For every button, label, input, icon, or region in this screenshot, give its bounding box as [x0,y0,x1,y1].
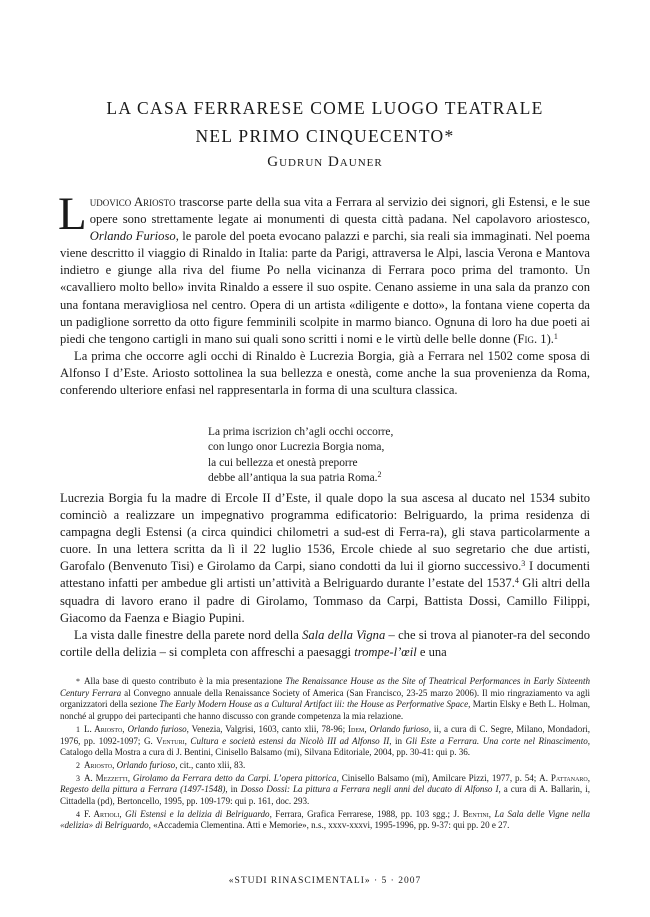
text-run: , Martin Elsky e Beth L. Holman, nonché al gruppo dei partecipanti che hanno discusso con grande competenza la mia relazione. [60,699,590,722]
footnote-ref-1[interactable]: 1 [553,331,558,341]
footnote-4 [60,809,590,832]
text-run: , «Accademia Clementina. Atti e Memorie», n.s., xxxv-xxxvi, 1995-1996, pp. 9-37: qui pp. 20 e 27. [148,820,510,831]
verse-line: con lungo onor Lucrezia Borgia noma, [208,441,385,454]
paragraph-2: La prima che occorre agli occhi di Rinaldo è Lucrezia Borgia, già a Ferrara nel 1502 come sposa di Alfonso I d’Este. Ariosto sottolinea la sua bellezza e onestà, come anche la sua provenienza da Roma, conferendo ulteriore enfasi nel rappresentarla in forma di una scultura classica. [60,348,590,398]
italic-title: The Renaissance House as the Site of Theatrical Performances in Early Sixteenth Century Ferrara [60,676,590,698]
text-run: , [488,808,495,819]
text-run: , [127,772,133,783]
italic-title: Regesto della pittura a Ferrara (1497-1548) [60,784,226,795]
text-run: , [122,723,128,734]
cited-author: A. Mezzetti [84,772,128,783]
technique-term: trompe-l’œil [354,644,417,659]
italic-title: Girolamo da Ferrara detto da Carpi. L’opera pittorica [132,772,337,783]
verse-quotation [208,425,393,486]
text-run: , [364,723,370,734]
text-run: Gli altri della squadra di lavoro erano il padre di Girolamo, Tommaso da Carpi, Battista Dossi, Camillo Filippi, Giacomo da Faenza e Biagio Pupini. [60,576,590,625]
text-run: , Cinisello Balsamo (mi), Amilcare Pizzi, 1977, p. 54; [336,772,540,783]
text-run: – che si trova al pianoter-ra del secondo cortile della delizia – si completa con affreschi a paesaggi [60,627,591,659]
footnote-star [60,676,590,723]
paragraph-3 [60,490,590,627]
text-run: , cit., canto xlii, 83. [175,759,246,770]
work-title: Orlando Furioso [89,229,176,244]
text-run: al Convegno annuale della Renaissance Society of America (San Francisco, 23-25 marzo 2006). Il mio ringraziamento va agli organizzatori della sezione [60,687,591,710]
figure-reference: Fig. 1 [517,331,547,346]
cited-author: L. Ariosto [84,723,123,734]
italic-title: Orlando furioso [116,759,176,770]
footnote-ref-3[interactable]: 3 [521,559,526,569]
text-run: , in [389,735,406,746]
text-run: La vista dalle finestre della parete nord della [74,627,303,642]
italic-title: Orlando furioso [127,723,187,734]
text-run: I documenti attestano infatti per ambedue gli artisti un’attività a Belriguardo durante l’estate del 1537. [60,559,590,591]
verse-line: la cui bellezza et onestà preporre [208,456,358,469]
text-run: , [112,759,117,770]
footnotes [60,676,590,833]
text-run: Lucrezia Borgia fu la madre di Ercole II d’Este, il quale dopo la sua ascesa al ducato nel 1534 subito cominciò a realizzare un impegnativo programma edificatorio: Belriguardo, la prima residenza di campagna degli Estensi (a circa quindici chilometri a sud-est di Ferra-ra), gli stava particolarmente a cuore. In una lettera scritta da lì il 22 luglio 1536, Ercole chiede al suo segretario che due artisti, Garofalo (Benvenuto Tisi) e Girolamo da Carpi, siano condotti da lui il giorno successivo. [60,491,590,574]
text-run: , Catalogo della Mostra a cura di J. Bentini, Cinisello Balsamo (mi), Silvana Editoriale, 2004, pp. 30-41: qui p. 36. [60,735,590,758]
text-run: , ii, a cura di C. Segre, Milano, Mondadori, 1976, pp. 1092-1097; [60,723,591,746]
footnote-marker: 3 [76,773,80,783]
italic-title: The Early Modern House as a Cultural Artifact iii: the House as Performative Space [159,699,469,710]
italic-title: Cultura e società estensi da Nicolò III ad Alfonso II [190,735,390,746]
cited-author: F. Artioli [84,808,120,819]
text-run: e una [416,644,447,659]
cited-author: Ariosto [84,759,113,770]
drop-cap: L [58,188,87,240]
text-run: Alla base di questo contributo è la mia presentazione [84,676,286,686]
footnote-marker: * [76,677,80,686]
text-run: , [119,808,126,819]
footnote-1 [60,724,590,759]
italic-title: Gli Estensi e la delizia di Belriguardo [125,808,270,819]
footnote-ref-2[interactable]: 2 [377,469,382,479]
footnote-ref-4[interactable]: 4 [514,576,519,586]
footnote-marker: 1 [76,724,80,734]
footnote-marker: 4 [76,809,80,819]
footnote-marker: 2 [76,760,80,770]
text-run: ). [546,331,554,346]
body-text-lower [60,490,590,661]
cited-author: Idem [348,723,365,734]
text-run: , a cura di A. Ballarin, i, Cittadella (pd), Bertoncello, 1995, pp. 109-179: qui p. 161, doc. 293. [60,784,590,807]
author-name: Gudrun Dauner [267,154,383,170]
verse-line: La prima iscrizion ch’agli occhi occorre, [208,426,394,438]
text-run: , Venezia, Valgrisi, 1603, canto xlii, 78-96; [186,723,348,734]
cited-author: J. Bentini [453,808,489,819]
footnote-3 [60,773,590,808]
author-name-inline: udovico Ariosto [89,195,176,209]
italic-title: Dosso Dossi: La pittura a Ferrara negli anni del ducato di Alfonso I [240,784,499,795]
text-run: trascorse parte della sua vita a Ferrara al servizio dei signori, gli Estensi, e le sue opere sono strettamente legate ai monumenti di questa città padana. Nel capolavoro ariostesco, [89,195,590,227]
running-footer: «STUDI RINASCIMENTALI» · 5 · 2007 [228,876,422,886]
room-name: Sala della Vigna [302,627,386,642]
title-line-2: NEL PRIMO CINQUECENTO* [195,126,455,146]
text-run: , in [225,784,241,795]
title-line-1: LA CASA FERRARESE COME LUOGO TEATRALE [106,98,544,118]
footnote-2 [60,760,590,772]
text-run: , Ferrara, Grafica Ferrarese, 1988, pp. 103 sgg.; [269,808,454,819]
italic-title: La Sala delle Vigne nella «delizia» di Belriguardo [60,808,590,831]
paragraph-1 [58,188,590,348]
italic-title: Gli Este a Ferrara. Una corte nel Rinascimento [405,735,588,746]
paragraph-4 [60,627,590,661]
verse-line: debbe all’antiqua la sua patria Roma. [208,471,378,484]
body-text-upper [58,188,590,399]
cited-author: G. Venturi [143,735,185,746]
italic-title: Orlando furioso [369,723,429,734]
text-run: , [184,735,191,746]
cited-author: A. Pattanaro [539,772,588,783]
text-run: , le parole del poeta evocano palazzi e parchi, sia reali sia immaginati. Nel poema viene descritto il viaggio di Rinaldo in Italia: parte da Parigi, attraversa le Alpi, lascia Verona e Mantova indietro e giunge alla riva del fiume Po nella vicinanza di Ferrara poco prima del tramonto. Un «cavalliero molto bello» invita Rinaldo a essere il suo ospite. Cenano assieme in una sala da pranzo con una fontana meravigliosa nel centro. Opera di un artista «diligente e dotto», la fontana viene coperta da un padiglione sorretto da otto figure femminili scolpite in marmo bianco. Ognuna di loro ha due poeti ai piedi che tengono cartigli in mano sui quali sono scritti i nomi e le virtù delle belle donne ( [60,229,590,346]
article-title [60,94,590,150]
text-run: , [587,772,590,783]
